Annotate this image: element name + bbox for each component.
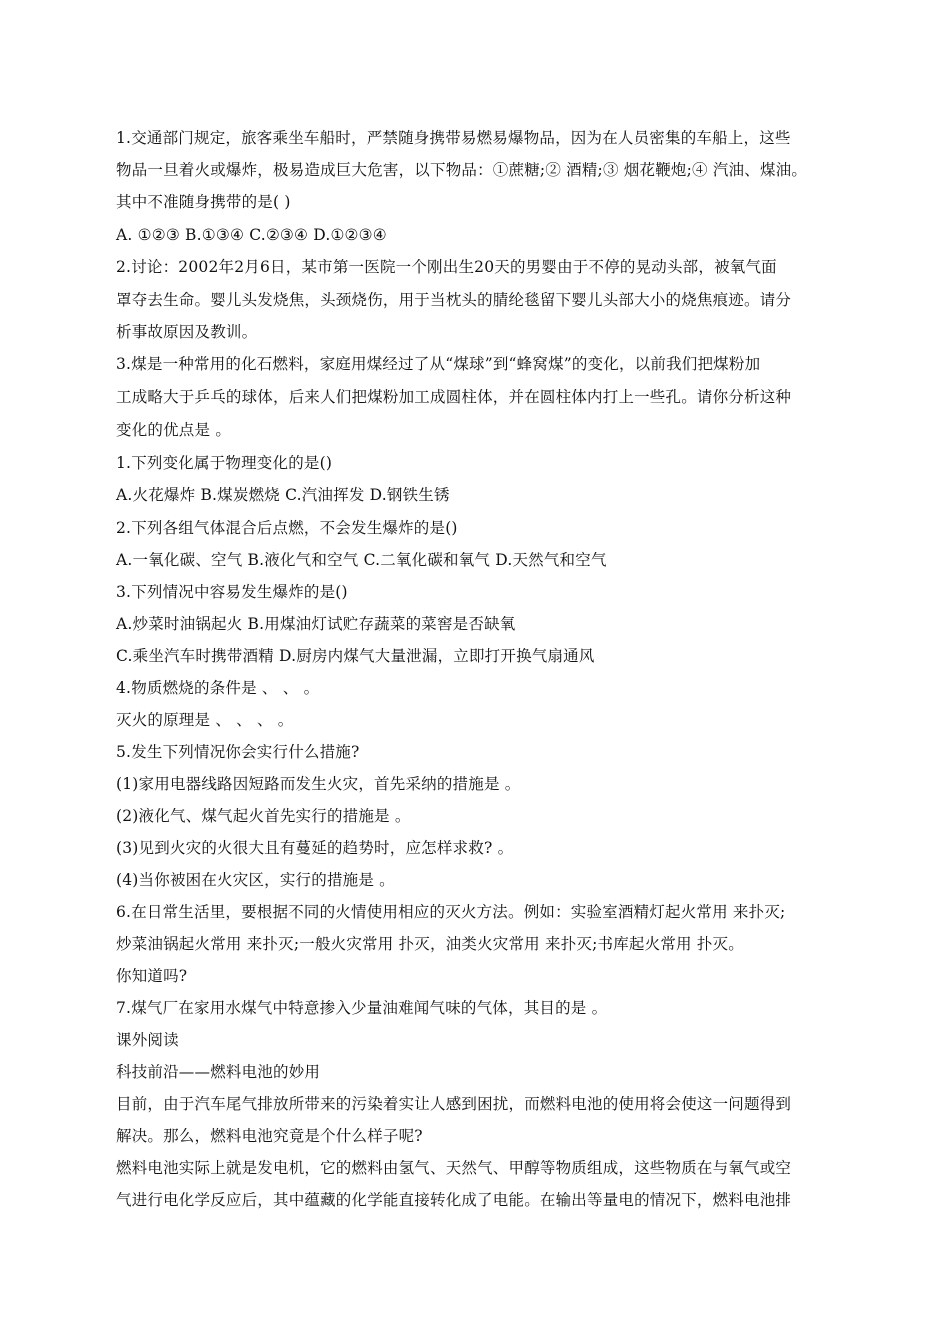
text-line: 析事故原因及教训。 bbox=[116, 323, 258, 341]
text-line: (4)当你被困在火灾区，实行的措施是 。 bbox=[116, 871, 395, 889]
section-heading: 课外阅读 bbox=[116, 1031, 179, 1049]
text-line: 1.交通部门规定，旅客乘坐车船时，严禁随身携带易燃易爆物品，因为在人员密集的车船上，这些 bbox=[116, 129, 791, 147]
text-line: 5.发生下列情况你会实行什么措施? bbox=[116, 743, 360, 761]
text-line: C.乘坐汽车时携带酒精 D.厨房内煤气大量泄漏，立即打开换气扇通风 bbox=[116, 647, 595, 665]
text-line: (1)家用电器线路因短路而发生火灾，首先采纳的措施是 。 bbox=[116, 775, 521, 793]
text-line: (2)液化气、煤气起火首先实行的措施是 。 bbox=[116, 807, 411, 825]
text-line: 解决。那么，燃料电池究竟是个什么样子呢? bbox=[116, 1127, 423, 1145]
text-line: 其中不准随身携带的是( ) bbox=[116, 193, 291, 211]
text-line: A. ①②③ B.①③④ C.②③④ D.①②③④ bbox=[116, 226, 387, 244]
text-line: 1.下列变化属于物理变化的是() bbox=[116, 454, 333, 472]
text-line: 2.下列各组气体混合后点燃，不会发生爆炸的是() bbox=[116, 519, 458, 537]
text-line: 目前，由于汽车尾气排放所带来的污染着实让人感到困扰，而燃料电池的使用将会使这一问题得到 bbox=[116, 1095, 792, 1113]
text-line: 6.在日常生活里，要根据不同的火情使用相应的灭火方法。例如：实验室酒精灯起火常用 来扑灭; bbox=[116, 903, 786, 921]
text-line: 2.讨论：2002年2月6日，某市第一医院一个刚出生20天的男婴由于不停的晃动头部，被氧气面 bbox=[116, 258, 777, 276]
text-line: 气进行电化学反应后，其中蕴藏的化学能直接转化成了电能。在输出等量电的情况下，燃料电池排 bbox=[116, 1191, 792, 1209]
text-line: 3.煤是一种常用的化石燃料，家庭用煤经过了从“煤球”到“蜂窝煤”的变化，以前我们把煤粉加 bbox=[116, 355, 761, 373]
text-line: 3.下列情况中容易发生爆炸的是() bbox=[116, 583, 348, 601]
text-line: (3)见到火灾的火很大且有蔓延的趋势时，应怎样求救? 。 bbox=[116, 839, 514, 857]
text-line: 灭火的原理是 、 、 、 。 bbox=[116, 711, 294, 729]
text-line: 你知道吗? bbox=[116, 967, 188, 985]
text-line: 工成略大于乒乓的球体，后来人们把煤粉加工成圆柱体，并在圆柱体内打上一些孔。请你分析这种 bbox=[116, 388, 792, 406]
text-line: A.炒菜时油锅起火 B.用煤油灯试贮存蔬菜的菜窖是否缺氧 bbox=[116, 615, 516, 633]
text-line: 7.煤气厂在家用水煤气中特意掺入少量油难闻气味的气体，其目的是 。 bbox=[116, 999, 608, 1017]
text-line: A.火花爆炸 B.煤炭燃烧 C.汽油挥发 D.钢铁生锈 bbox=[116, 486, 450, 504]
text-line: 物品一旦着火或爆炸，极易造成巨大危害，以下物品：①蔗糖;② 酒精;③ 烟花鞭炮;④ 汽油、煤油。 bbox=[116, 161, 808, 179]
text-line: 罩夺去生命。婴儿头发烧焦，头颈烧伤，用于当枕头的腈纶毯留下婴儿头部大小的烧焦痕迹。请分 bbox=[116, 291, 792, 309]
text-line: A.一氧化碳、空气 B.液化气和空气 C.二氧化碳和氧气 D.天然气和空气 bbox=[116, 551, 607, 569]
text-line: 炒菜油锅起火常用 来扑灭;一般火灾常用 扑灭，油类火灾常用 来扑灭;书库起火常用 扑灭。 bbox=[116, 935, 744, 953]
section-subheading: 科技前沿——燃料电池的妙用 bbox=[116, 1063, 321, 1081]
text-line: 变化的优点是 。 bbox=[116, 421, 232, 439]
text-line: 4.物质燃烧的条件是 、 、 。 bbox=[116, 679, 320, 697]
text-line: 燃料电池实际上就是发电机，它的燃料由氢气、天然气、甲醇等物质组成，这些物质在与氧气或空 bbox=[116, 1159, 792, 1177]
